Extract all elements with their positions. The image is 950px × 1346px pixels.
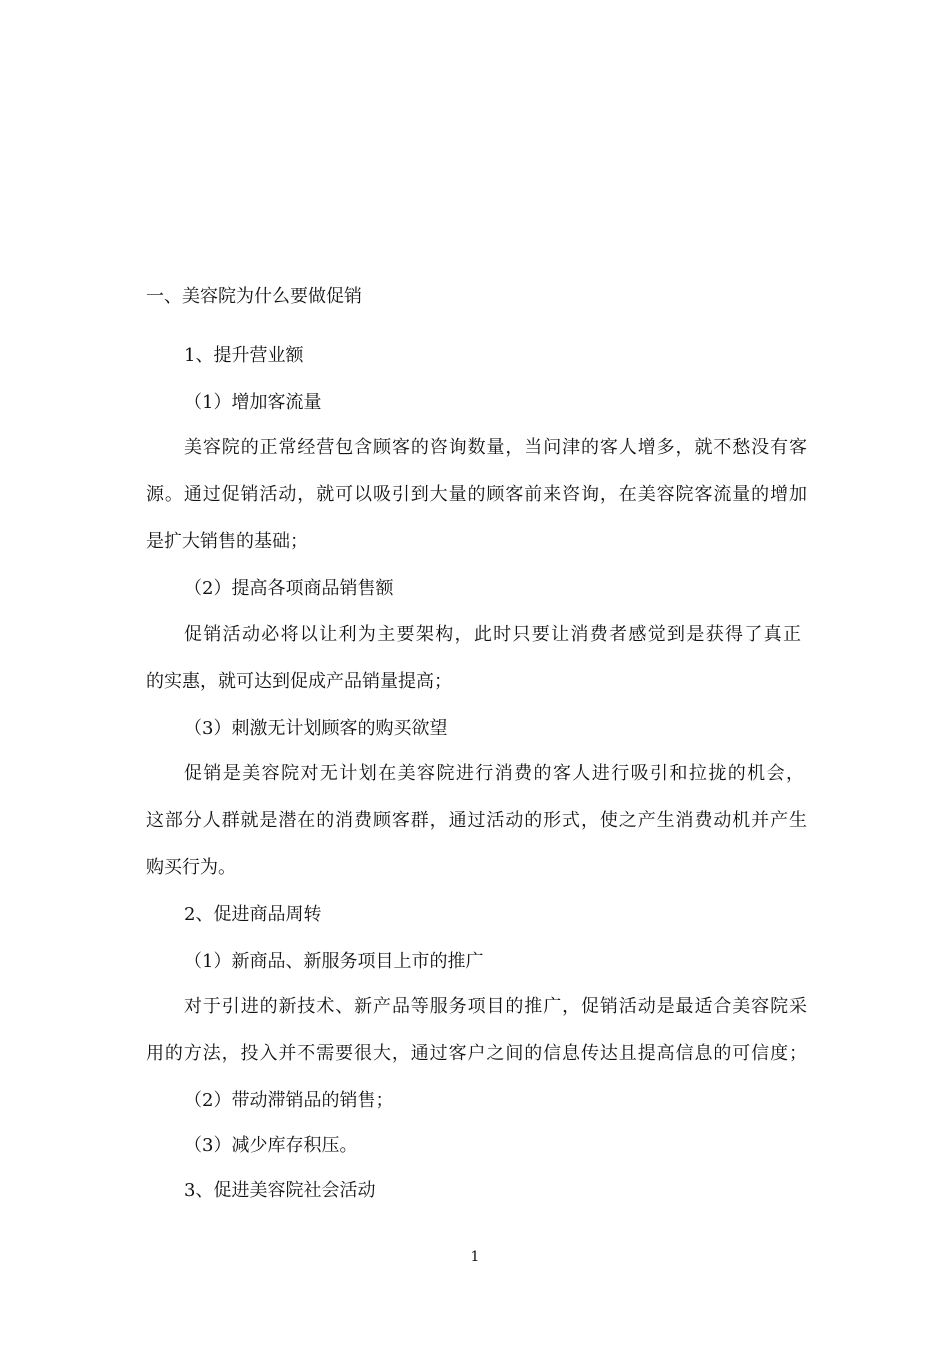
paragraph-line: 美容院的正常经营包含顾客的咨询数量，当问津的客人增多，就不愁没有客 <box>184 437 807 458</box>
paragraph-line: 对于引进的新技术、新产品等服务项目的推广，促销活动是最适合美容院采 <box>184 996 807 1017</box>
paragraph-line: 是扩大销售的基础； <box>146 531 308 552</box>
paragraph-line: 源。通过促销活动，就可以吸引到大量的顾客前来咨询，在美容院客流量的增加 <box>146 484 807 505</box>
section-1-title: 1、提升营业额 <box>184 345 304 366</box>
section-3-title: 3、促进美容院社会活动 <box>184 1180 376 1201</box>
paragraph-line: 促销活动必将以让利为主要架构，此时只要让消费者感觉到是获得了真正 <box>184 624 801 645</box>
paragraph-line: 的实惠，就可达到促成产品销量提高； <box>146 671 452 692</box>
section-1-sub-1-title: （1）增加客流量 <box>184 392 322 413</box>
paragraph-line: 这部分人群就是潜在的消费顾客群，通过活动的形式，使之产生消费动机并产生 <box>146 810 807 831</box>
section-2-sub-3-title: （3）减少库存积压。 <box>184 1135 358 1156</box>
paragraph-line: 促销是美容院对无计划在美容院进行消费的客人进行吸引和拉拢的机会， <box>184 763 804 784</box>
paragraph-line: 用的方法，投入并不需要很大，通过客户之间的信息传达且提高信息的可信度； <box>146 1043 807 1064</box>
section-2-title: 2、促进商品周转 <box>184 904 322 925</box>
section-2-sub-1-title: （1）新商品、新服务项目上市的推广 <box>184 951 484 972</box>
paragraph-line: 购买行为。 <box>146 857 236 878</box>
section-1-sub-3-title: （3）刺激无计划顾客的购买欲望 <box>184 718 448 739</box>
page-number: 1 <box>470 1249 480 1265</box>
section-2-sub-2-title: （2）带动滞销品的销售； <box>184 1090 394 1111</box>
main-heading: 一、美容院为什么要做促销 <box>146 286 362 307</box>
section-1-sub-2-title: （2）提高各项商品销售额 <box>184 578 394 599</box>
